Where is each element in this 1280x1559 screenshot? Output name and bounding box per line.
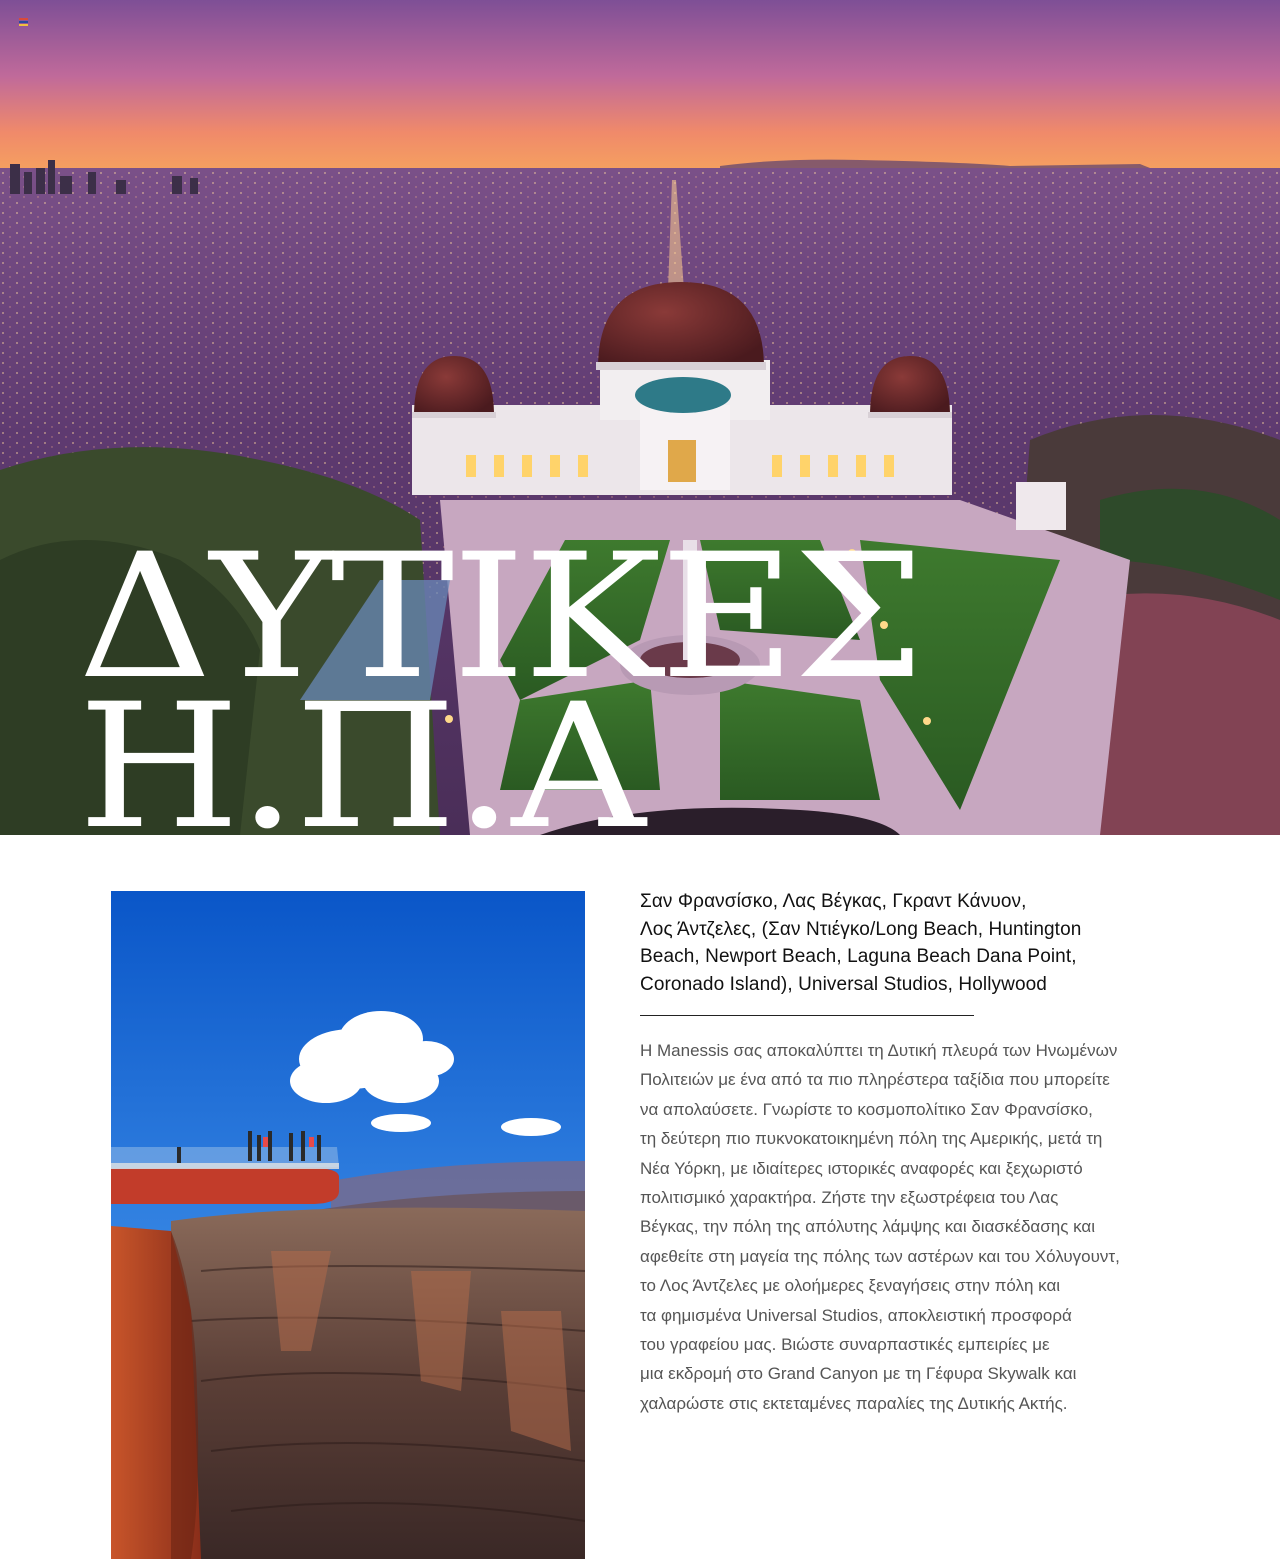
paragraph-line: του γραφείου μας. Βιώστε συναρπαστικές εμπειρίες με xyxy=(640,1335,1050,1355)
intro-paragraph xyxy=(640,1036,1170,1418)
paragraph-line: τη δεύτερη πιο πυκνοκατοικημένη πόλη της Αμερικής, μετά τη xyxy=(640,1129,1103,1149)
paragraph-line: μια εκδρομή στο Grand Canyon με τη Γέφυρα Skywalk και xyxy=(640,1364,1077,1384)
title-line-2: Η.Π.Α xyxy=(78,666,644,835)
flag-icon xyxy=(19,18,28,26)
paragraph-line: τα φημισμένα Universal Studios, αποκλειστική προσφορά xyxy=(640,1305,1072,1325)
paragraph-line: Βέγκας, την πόλη της απόλυτης λάμψης και διασκέδασης και xyxy=(640,1217,1096,1237)
page-title xyxy=(78,516,923,835)
paragraph-line: πολιτισμικό χαρακτήρα. Ζήστε την εξωστρέφεια του Λας xyxy=(640,1188,1059,1208)
destinations-line: Λος Άντζελες, (Σαν Ντιέγκο/Long Beach, Huntington xyxy=(640,918,1082,940)
destinations-line: Beach, Newport Beach, Laguna Beach Dana Point, xyxy=(640,946,1077,967)
destinations-list xyxy=(640,888,1160,998)
intro-section xyxy=(640,888,1180,1418)
paragraph-line: Η Manessis σας αποκαλύπτει τη Δυτική πλευρά των Ηνωμένων xyxy=(640,1041,1118,1060)
paragraph-line: χαλαρώστε στις εκτεταμένες παραλίες της Δυτικής Ακτής. xyxy=(640,1393,1068,1413)
paragraph-line: Πολιτειών με ένα από τα πιο πληρέστερα ταξίδια που μπορείτε xyxy=(640,1070,1110,1090)
grand-canyon-skywalk-photo xyxy=(111,891,585,1559)
divider xyxy=(640,1015,974,1016)
paragraph-line: το Λος Άντζελες με ολοήμερες ξεναγήσεις στην πόλη και xyxy=(640,1276,1061,1296)
title-line-1: ΔΥΤΙΚΕΣ xyxy=(78,516,923,717)
destinations-line: Σαν Φρανσίσκο, Λας Βέγκας, Γκραντ Κάνυον, xyxy=(640,891,1027,912)
paragraph-line: αφεθείτε στη μαγεία της πόλης των αστέρων και του Χόλυγουντ, xyxy=(640,1246,1120,1266)
paragraph-line: Νέα Υόρκη, με ιδιαίτερες ιστορικές αναφορές και ξεχωριστό xyxy=(640,1158,1083,1178)
destinations-line: Coronado Island), Universal Studios, Hollywood xyxy=(640,973,1047,995)
paragraph-line: να απολαύσετε. Γνωρίστε το κοσμοπολίτικο Σαν Φρανσίσκο, xyxy=(640,1099,1093,1119)
